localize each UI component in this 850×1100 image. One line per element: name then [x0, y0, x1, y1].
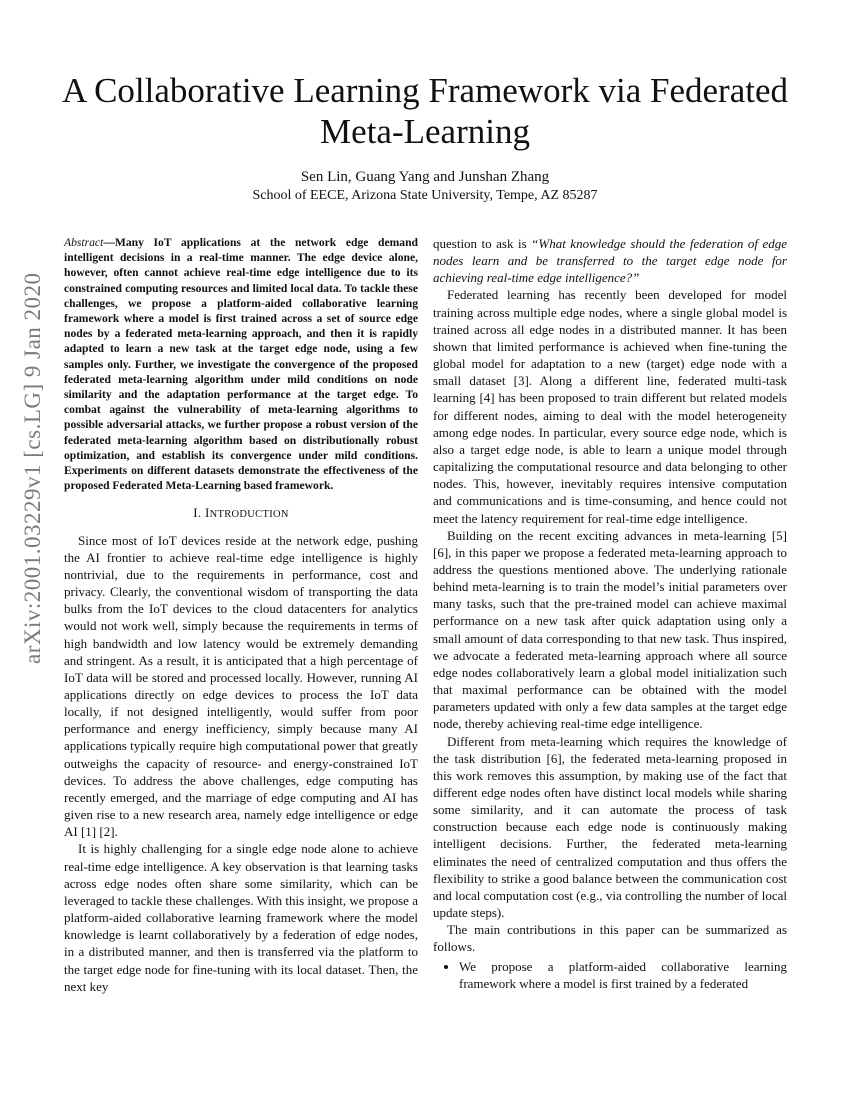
section-title-initial: I — [204, 505, 210, 521]
intro-paragraph-1: Since most of IoT devices reside at the network edge, pushing the AI frontier to achieve real-time edge intelligence is highly nontrivial, due to the requirements in performance, cost and privacy. Clearly, the conventional wisdom of transporting the data bulks from the IoT devices to the cloud datacenters for analytics would not work well, simply because the requirements in terms of high bandwidth and low latency would be extremely demanding and stringent. As a result, it is anticipated that a high percentage of IoT data will be stored and processed locally. However, running AI applications directly on edge devices to process the IoT data locally, if not designed intelligently, would suffer from poor performance and energy inefficiency, simply because many AI applications typically require high computational power that greatly outweighs the capacity of resource- and energy-constrained IoT devices. To address the above challenges, edge computing has recently emerged, and the marriage of edge computing and AI has given rise to a new research area, namely edge intelligence or edge AI [1] [2]. — [64, 532, 418, 840]
list-item: • We propose a platform-aided collaborative learning framework where a model is first trained by a federated — [459, 958, 787, 992]
affiliation: School of EECE, Arizona State University, Tempe, AZ 85287 — [252, 188, 598, 203]
intro-paragraph-2-continued — [433, 235, 787, 286]
section-title-rest: NTRODUCTION — [209, 509, 289, 521]
abstract-text: —Many IoT applications at the network edge demand intelligent decisions in a real-time manner. The edge device alone, however, often cannot achieve real-time edge intelligence due to its constrained computing resources and limited local data. To tackle these challenges, we propose a platform-aided collaborative learning framework where a model is first trained across a set of source edge nodes by a federated meta-learning approach, and then it is rapidly adapted to learn a new task at the target edge node, using a few samples only. Further, we investigate the convergence of the proposed federated meta-learning algorithm under mild conditions on node similarity and the adaptation performance at the target edge. To combat against the vulnerability of meta-learning algorithms to possible adversarial attacks, we further propose a robust version of the federated meta-learning algorithm based on distributionally robust optimization, and establish its convergence under mild conditions. Experiments on different datasets demonstrate the effectiveness of the proposed Federated Meta-Learning based framework. — [64, 236, 418, 493]
abstract — [64, 235, 418, 493]
paper-title: A Collaborative Learning Framework via Federated Meta-Learning — [61, 71, 788, 151]
abstract-label: Abstract — [64, 236, 104, 249]
author-list: Sen Lin, Guang Yang and Junshan Zhang — [300, 169, 550, 185]
key-question: “What knowledge should the federation of edge nodes learn and be transferred to the target edge node for achieving real-time edge intelligence?” — [433, 236, 787, 286]
left-column — [64, 235, 418, 995]
contribution-list — [433, 958, 787, 992]
right-column — [433, 235, 787, 992]
intro-paragraph-3: Federated learning has recently been developed for model training across multiple edge nodes, where a single global model is trained across all edge nodes in a distributed manner. It has been shown that limited performance is achieved when fine-tuning the global model for adaptation to a new (target) edge node with a small dataset [3]. Along a different line, federated multi-task learning [4] has been proposed to train different but related models for different nodes, aiming to deal with the model heterogeneity among edge nodes. In particular, every source edge node, which is also a target edge node, is able to learn a unique model through capitalizing the computational resource and data belonging to other nodes. This, however, inevitably requires intensive computation and communications and is time-consuming, and hence could not meet the latency requirement for real-time edge intelligence. — [433, 287, 787, 526]
intro-paragraph-2: It is highly challenging for a single edge node alone to achieve real-time edge intelligence. A key observation is that learning tasks across edge nodes often share some similarity, which can be leveraged to tackle these challenges. With this insight, we propose a platform-aided collaborative learning framework where the model knowledge is learnt collaboratively by a federation of edge nodes, in a distributed manner, and then is transferred via the platform to the target edge node for fine-tuning with its local dataset. Then, the next key — [64, 841, 418, 994]
key-question-lead: question to ask is — [433, 236, 532, 251]
intro-paragraph-5: Different from meta-learning which requires the knowledge of the task distribution [6], the federated meta-learning proposed in this work removes this assumption, by making use of the fact that different edge nodes often have distinct local models while sharing some similarity, and it can automate the process of task construction because each edge node is continuously making intelligent decisions. Further, the federated meta-learning eliminates the need of centralized computation and thus offers the flexibility to strike a good balance between the communication cost and local computation cost (e.g., via controlling the number of local update steps). — [433, 733, 787, 921]
intro-paragraph-6: The main contributions in this paper can be summarized as follows. — [433, 922, 787, 955]
arxiv-identifier[interactable]: arXiv:2001.03229v1 [cs.LG] 9 Jan 2020 — [20, 272, 45, 664]
intro-paragraph-4: Building on the recent exciting advances in meta-learning [5] [6], in this paper we propose a federated meta-learning approach to address the questions mentioned above. The underlying rationale behind meta-learning is to train the model’s initial parameters over many tasks, such that the pre-trained model can achieve maximal performance on a new task after quick adaptation using only a small amount of data corresponding to that new task. Thus inspired, we advocate a federated meta-learning approach where all source edge nodes collaboratively learn a global model initialization such that maximal performance can be obtained with the model parameters updated with only a few data samples at the target edge node, thereby achieving real-time edge intelligence. — [433, 527, 787, 732]
section-number: I. — [193, 505, 202, 521]
section-heading-introduction — [64, 504, 418, 523]
